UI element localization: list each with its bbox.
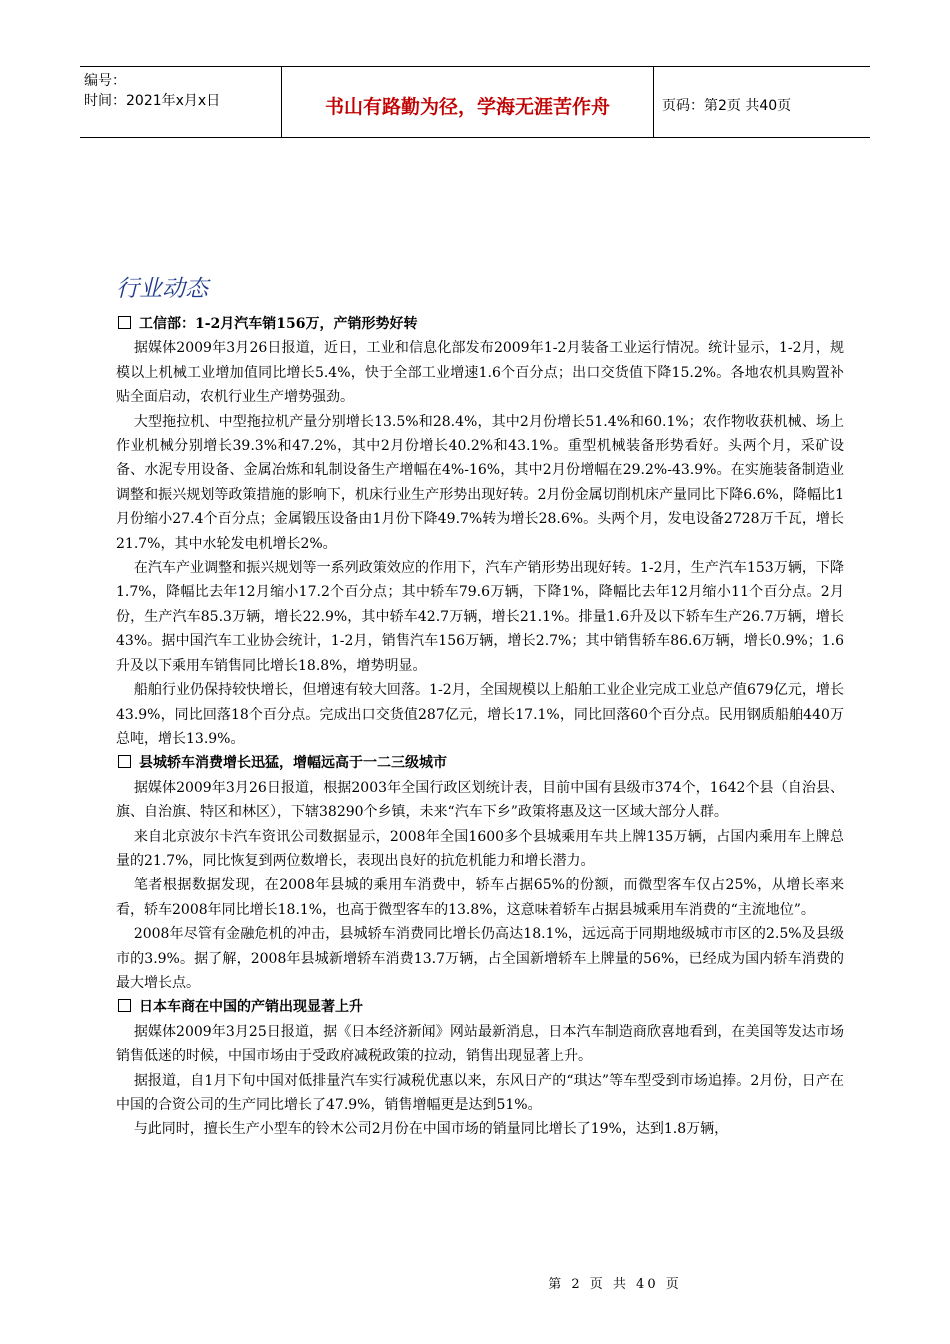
paragraph: 据媒体2009年3月26日报道，近日，工业和信息化部发布2009年1-2月装备工业运行情况。统计显示，1-2月，规模以上机械工业增加值同比增长5.4%，快于全部工业增速1.6个百分点；出口交货值下降15.2%。各地农机具购置补贴全面启动，农机行业生产增势强劲。 — [116, 340, 844, 406]
header-table — [80, 66, 870, 138]
section-title: 行业动态 — [116, 276, 208, 302]
header-page-info: 页码：第2页 共40页 — [662, 98, 792, 114]
document-body — [116, 312, 844, 1142]
code-label: 编号： — [84, 73, 126, 89]
page-footer: 第 2 页 共 40 页 — [548, 1277, 682, 1292]
article-heading-text: 日本车商在中国的产销出现显著上升 — [139, 999, 363, 1016]
paragraph: 笔者根据数据发现，在2008年县城的乘用车消费中，轿车占据65%的份额，而微型客车仅占25%，从增长率来看，轿车2008年同比增长18.1%，也高于微型客车的13.8%，这意味着轿车占据县城乘用车消费的“主流地位”。 — [116, 877, 844, 918]
paragraph: 与此同时，擅长生产小型车的铃木公司2月份在中国市场的销量同比增长了19%，达到1.8万辆， — [133, 1121, 729, 1138]
paragraph: 在汽车产业调整和振兴规划等一系列政策效应的作用下，汽车产销形势出现好转。1-2月，生产汽车153万辆，下降1.7%，降幅比去年12月缩小17.2个百分点；其中轿车79.6万辆，下降1%，降幅比去年12月缩小11个百分点。2月份，生产汽车85.3万辆，增长22.9%，其中轿车42.7万辆，增长21.1%。排量1.6升及以下轿车生产26.7万辆，增长43%。据中国汽车工业协会统计，1-2月，销售汽车156万辆，增长2.7%；其中销售轿车86.6万辆，增长0.9%；1.6升及以下乘用车销售同比增长18.8%，增势明显。 — [116, 560, 844, 674]
article-heading-text: 工信部：1-2月汽车销156万，产销形势好转 — [139, 316, 418, 332]
paragraph: 来自北京波尔卡汽车资讯公司数据显示，2008年全国1600多个县城乘用车共上牌135万辆，占国内乘用车上牌总量的21.7%，同比恢复到两位数增长，表现出良好的抗危机能力和增长潜力。 — [116, 828, 844, 869]
article-heading — [116, 312, 844, 336]
checkbox-bullet-icon — [118, 316, 131, 329]
header-slogan: 书山有路勤为径，学海无涯苦作舟 — [282, 67, 654, 137]
paragraph: 据媒体2009年3月25日报道，据《日本经济新闻》网站最新消息，日本汽车制造商欣喜地看到，在美国等发达市场销售低迷的时候，中国市场由于受政府减税政策的拉动，销售出现显著上升。 — [116, 1023, 844, 1065]
checkbox-bullet-icon — [118, 999, 131, 1012]
paragraph: 大型拖拉机、中型拖拉机产量分别增长13.5%和28.4%，其中2月份增长51.4%和60.1%；农作物收获机械、场上作业机械分别增长39.3%和47.2%，其中2月份增长40.2%和43.1%。重型机械装备形势看好。头两个月，采矿设备、水泥专用设备、金属冶炼和轧制设备生产增幅在4%-16%，其中2月份增幅在29.2%-43.9%。在实施装备制造业调整和振兴规划等政策措施的影响下，机床行业生产形势出现好转。2月份金属切削机床产量同比下降6.6%，降幅比1月份缩小27.4个百分点；金属锻压设备由1月份下降49.7%转为增长28.6%。头两个月，发电设备2728万千瓦，增长21.7%，其中水轮发电机增长2%。 — [116, 413, 844, 552]
paragraph: 2008年尽管有金融危机的冲击，县城轿车消费同比增长仍高达18.1%，远远高于同期地级城市市区的2.5%及县级市的3.9%。据了解，2008年县城新增轿车消费13.7万辆，占全国新增轿车上牌量的56%，已经成为国内轿车消费的最大增长点。 — [116, 926, 844, 991]
checkbox-bullet-icon — [118, 755, 131, 768]
article-heading — [116, 751, 844, 775]
paragraph: 据报道，自1月下旬中国对低排量汽车实行减税优惠以来，东风日产的“琪达”等车型受到市场追捧。2月份，日产在中国的合资公司的生产同比增长了47.9%，销售增幅更是达到51%。 — [116, 1072, 844, 1113]
time-label: 时间：2021年x月x日 — [84, 93, 221, 109]
article-heading — [116, 995, 844, 1019]
paragraph: 据媒体2009年3月26日报道，根据2003年全国行政区划统计表，目前中国有县级市374个，1642个县（自治县、旗、自治旗、特区和林区），下辖38290个乡镇，未来“汽车下乡”政策将惠及这一区域大部分人群。 — [116, 779, 844, 821]
paragraph: 船舶行业仍保持较快增长，但增速有较大回落。1-2月，全国规模以上船舶工业企业完成工业总产值679亿元，增长43.9%，同比回落18个百分点。完成出口交货值287亿元，增长17.1%，同比回落60个百分点。民用钢质船舶440万总吨，增长13.9%。 — [116, 682, 844, 747]
header-meta — [80, 67, 282, 137]
article-heading-text: 县城轿车消费增长迅猛，增幅远高于一二三级城市 — [139, 755, 447, 772]
